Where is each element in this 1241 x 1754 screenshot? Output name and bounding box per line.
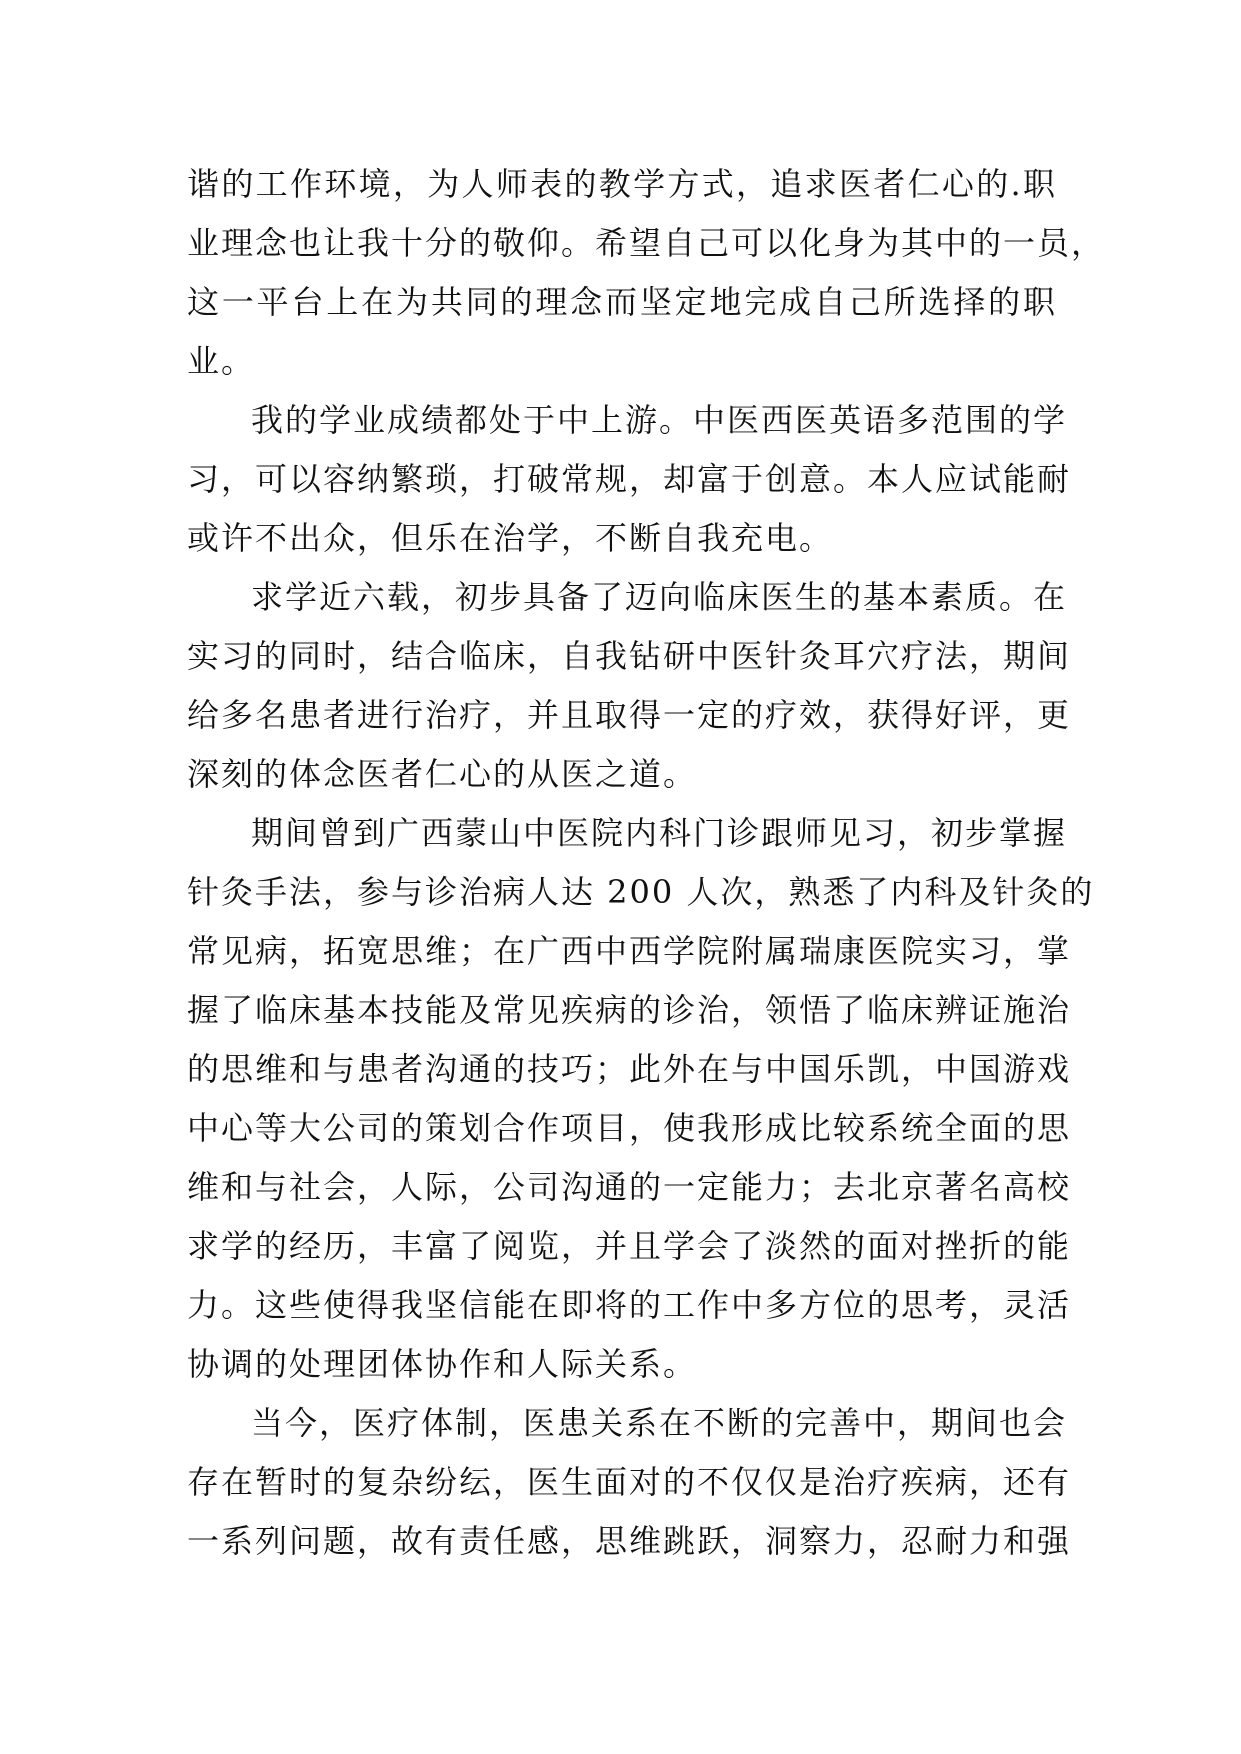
text-line: 维和与社会，人际，公司沟通的一定能力；去北京著名高校 xyxy=(187,1168,1072,1206)
text-line: 求学近六载，初步具备了迈向临床医生的基本素质。在 xyxy=(251,578,1068,616)
text-line: 力。这些使得我坚信能在即将的工作中多方位的思考，灵活 xyxy=(187,1286,1072,1324)
text-line: 求学的经历，丰富了阅览，并且学会了淡然的面对挫折的能 xyxy=(187,1227,1072,1265)
text-line: 习，可以容纳繁琐，打破常规，却富于创意。本人应试能耐 xyxy=(187,460,1072,498)
text-line: 当今，医疗体制，医患关系在不断的完善中，期间也会 xyxy=(251,1404,1068,1442)
text-line: 或许不出众，但乐在治学，不断自我充电。 xyxy=(187,519,834,557)
text-line: 这一平台上在为共同的理念而坚定地完成自己所选择的职 xyxy=(187,283,1057,321)
text-line: 一系列问题，故有责任感，思维跳跃，洞察力，忍耐力和强 xyxy=(187,1522,1072,1560)
text-line: 的思维和与患者沟通的技巧；此外在与中国乐凯，中国游戏 xyxy=(187,1050,1072,1088)
text-line: 业理念也让我十分的敬仰。希望自己可以化身为其中的一员， xyxy=(187,224,1106,262)
text-line: 中心等大公司的策划合作项目，使我形成比较系统全面的思 xyxy=(187,1109,1072,1147)
text-line: 实习的同时，结合临床，自我钻研中医针灸耳穴疗法，期间 xyxy=(187,637,1072,675)
text-line: 常见病，拓宽思维；在广西中西学院附属瑞康医院实习，掌 xyxy=(187,932,1072,970)
text-line: 深刻的体念医者仁心的从医之道。 xyxy=(187,755,698,793)
text-line: 协调的处理团体协作和人际关系。 xyxy=(187,1345,698,1383)
text-line: 期间曾到广西蒙山中医院内科门诊跟师见习，初步掌握 xyxy=(251,814,1068,852)
text-line: 谐的工作环境，为人师表的教学方式，追求医者仁心的.职 xyxy=(187,165,1057,203)
text-line: 握了临床基本技能及常见疾病的诊治，领悟了临床辨证施治 xyxy=(187,991,1072,1029)
text-line: 业。 xyxy=(187,342,256,380)
text-line: 我的学业成绩都处于中上游。中医西医英语多范围的学 xyxy=(251,401,1068,439)
body-text xyxy=(187,155,1106,1571)
text-line: 针灸手法，参与诊治病人达 200 人次，熟悉了内科及针灸的 xyxy=(187,873,1095,911)
text-line: 存在暂时的复杂纷纭，医生面对的不仅仅是治疗疾病，还有 xyxy=(187,1463,1072,1501)
text-line: 给多名患者进行治疗，并且取得一定的疗效，获得好评，更 xyxy=(187,696,1072,734)
